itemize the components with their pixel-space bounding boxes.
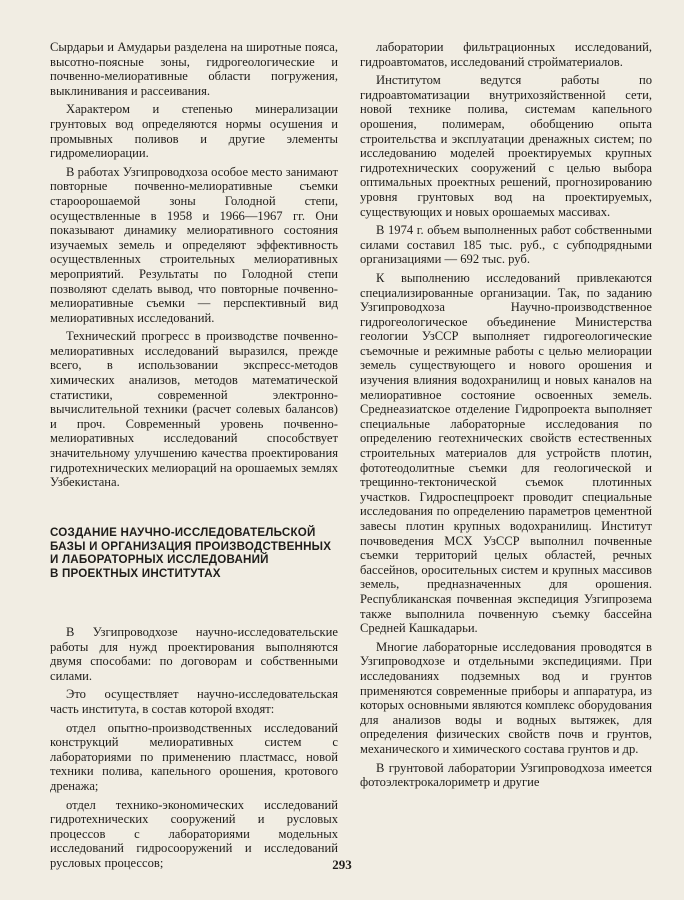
heading-line: В ПРОЕКТНЫХ ИНСТИТУТАХ xyxy=(50,567,221,581)
paragraph: Многие лабораторные исследования проводятся в Узгипроводхозе и отдельными экспедициями. При исследованиях подземных вод и грунтов применяются современные приборы и аппаратура, из которых основными являются комплекс оборудования для анализов воды и водных вытяжек, для определения физических свойств почв и грунтов, механического и химического состава грунтов и др. xyxy=(360,639,652,756)
section-heading xyxy=(50,526,338,581)
list-item: лаборатории фильтрационных исследований, гидроавтоматов, исследований стройматериалов. xyxy=(360,40,652,69)
paragraph: В 1974 г. объем выполненных работ собственными силами составил 185 тыс. руб., с субподрядными организациями — 692 тыс. руб. xyxy=(360,223,652,267)
paragraph: Это осуществляет научно-исследовательская часть института, в состав которой входят: xyxy=(50,687,338,716)
list-item: отдел технико-экономических исследований гидротехнических сооружений и русловых процессов с лабораториями модельных исследований гидросооружений и исследований русловых процессов; xyxy=(50,797,338,870)
heading-line: БАЗЫ И ОРГАНИЗАЦИЯ ПРОИЗВОДСТВЕННЫХ xyxy=(50,539,332,553)
heading-line: И ЛАБОРАТОРНЫХ ИССЛЕДОВАНИЙ xyxy=(50,553,269,567)
paragraph: Технический прогресс в производстве почвенно-мелиоративных исследований выразился, прежде всего, в использовании экспресс-методов химических анализов, методов математической статистики, современной электронно-вычислительной техники (расчет солевых балансов) и проч. Современный уровень почвенно-мелиоративных исследований способствует значительному улучшению качества проектирования гидротехнических мелиораций на орошаемых землях Узбекистана. xyxy=(50,329,338,490)
page-number: 293 xyxy=(332,857,352,872)
heading-line: СОЗДАНИЕ НАУЧНО-ИССЛЕДОВАТЕЛЬСКОЙ xyxy=(50,525,316,539)
paragraph: Институтом ведутся работы по гидроавтоматизации внутрихозяйственной сети, новой технике полива, системам капельного орошения, полимерам, обобщению опыта строительства и эксплуатации дренажных систем; по исследованию моделей проектируемых крупных гидротехнических сооружений с целью выбора оптимальных проектных решений, прогнозированию уровня грунтовых вод на проектируемых, существующих и новых орошаемых массивах. xyxy=(360,73,652,219)
paragraph: В грунтовой лаборатории Узгипроводхоза имеется фотоэлектрокалориметр и другие xyxy=(360,760,652,790)
list-item: отдел опытно-производственных исследований конструкций мелиоративных систем с лабораториями по применению пластмасс, новой техники полива, капельного орошения, кротового дренажа; xyxy=(50,720,338,793)
paragraph: К выполнению исследований привлекаются специализированные организации. Так, по заданию Узгипроводхоза Научно-производственное гидрогеологическое объединение Министерства геологии УзССР выполняет гидрогеологические съемочные и режимные работы с целью мелиорации земель существующего и нового орошения и изучения влияния водохранилищ и новых каналов на мелиоративное состояние освоенных земель. Среднеазиатское отделение Гидропроекта выполняет специальные лабораторные исследования по определению геотехнических свойств естественных строительных материалов для устройств плотин, фототеодолитные съемки для геологической и трещинно-тектонической съемок плотинных участков. Гидроспецпроект проводит специальные исследования по определению параметров цементной завесы плотин крупных водохранилищ. Институт почвоведения МСХ УзССР выполнил почвенные съемки территорий целых областей, речных бассейнов, оросительных систем и крупных массивов земель, предназначенных для орошения. Республиканская почвенная экспедиция Узгипрозема также выполнила почвенную съемку бассейна Средней Кашкадарьи. xyxy=(360,270,652,636)
left-column xyxy=(50,40,338,875)
right-column xyxy=(360,40,652,794)
paragraph: В Узгипроводхозе научно-исследовательские работы для нужд проектирования выполняются двумя способами: по договорам и собственными силами. xyxy=(50,625,338,683)
paragraph: В работах Узгипроводхоза особое место занимают повторные почвенно-мелиоративные съемки староорошаемой зоны Голодной степи, осуществленные в 1958 и 1966—1967 гг. Они показывают динамику мелиоративного состояния изучаемых земель и определяют эффективность осуществленных строительных мелиоративных мероприятий. Результаты по Голодной степи позволяют сделать вывод, что повторные почвенно-мелиоративные съемки — перспективный вид мелиоративных исследований. xyxy=(50,164,338,325)
paragraph: Сырдарьи и Амударьи разделена на широтные пояса, высотно-поясные зоны, гидрогеологические и почвенно-мелиоративные области погружения, выклинивания и рассеивания. xyxy=(50,40,338,98)
paragraph: Характером и степенью минерализации грунтовых вод определяются нормы осушения и промывных поливов и другие элементы гидромелиорации. xyxy=(50,102,338,161)
